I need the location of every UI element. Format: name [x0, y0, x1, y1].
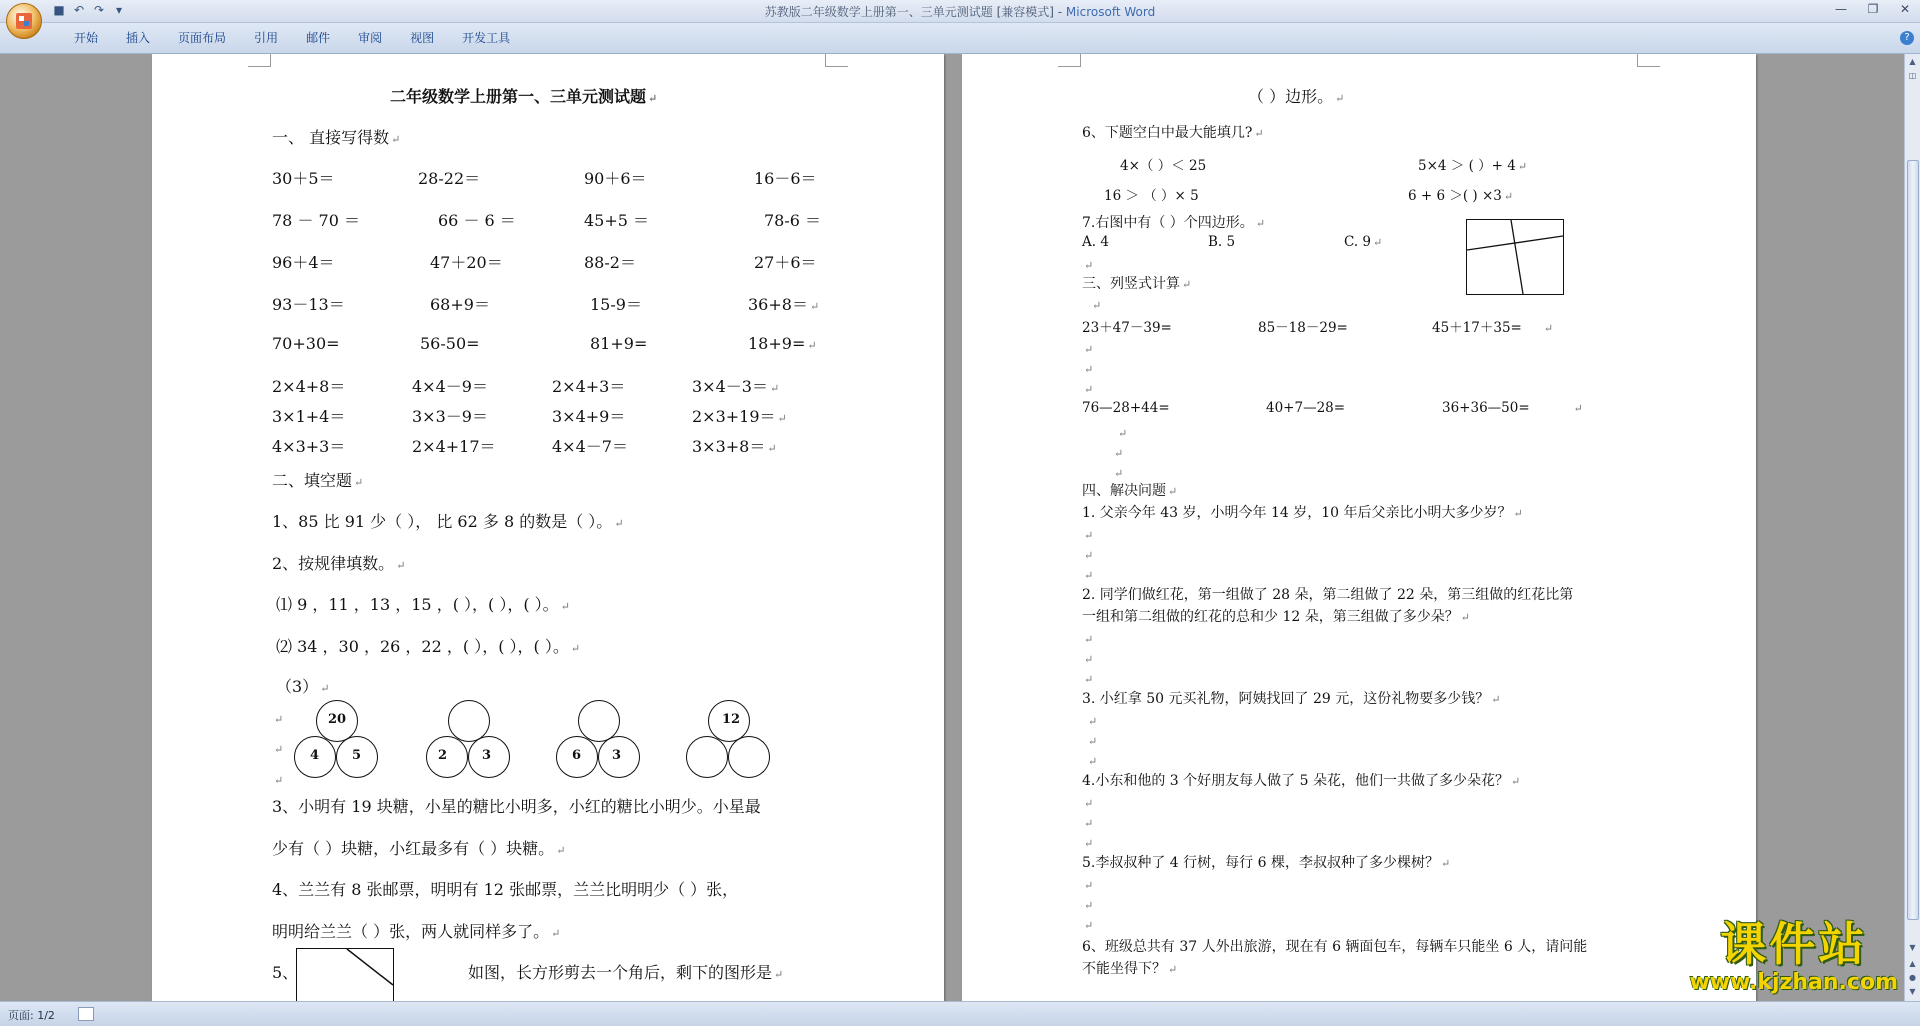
para-mark: ↵ — [1088, 735, 1098, 748]
office-logo-icon — [16, 13, 32, 29]
math-item: 30＋5＝ — [272, 169, 335, 188]
scroll-up-icon[interactable]: ▲ — [1909, 57, 1916, 66]
circle-number: 3 — [612, 748, 622, 763]
question-4-line-2: 明明给兰兰（ ）张，两人就同样多了。 ↵ — [272, 922, 561, 941]
math-item: 16－6＝ — [754, 169, 817, 188]
math-item: 4×4－9＝ — [412, 377, 488, 396]
ruler-toggle-icon[interactable]: ◫ — [1908, 71, 1917, 80]
math-item: 3×4－3＝ ↵ — [692, 377, 780, 396]
tab-review[interactable]: 审阅 — [358, 31, 383, 45]
math-item: 2×4+8＝ — [272, 377, 346, 396]
document-page-2 — [962, 54, 1756, 1001]
undo-icon[interactable]: ↶ — [73, 3, 85, 17]
calc-item: 36+36—50= ↵ — [1442, 400, 1583, 416]
para-mark: ↵ — [274, 774, 284, 787]
para-mark: ↵ — [1084, 899, 1094, 912]
question-2b: ⑵ 34 ，30 ，26 ，22 ，( ），( ），( ）。 ↵ — [276, 637, 581, 656]
math-item: 96＋4＝ — [272, 253, 335, 272]
para-mark: ↵ — [1084, 919, 1094, 932]
para-mark: ↵ — [1088, 755, 1098, 768]
question-6: 6、下题空白中最大能填几? ↵ — [1082, 125, 1264, 141]
problem-2-line-1: 2. 同学们做红花，第一组做了 28 朵，第二组做了 22 朵，第三组做的红花比第 — [1082, 587, 1574, 603]
document-page-1 — [152, 54, 944, 1001]
tab-page-layout[interactable]: 页面布局 — [178, 31, 227, 45]
tab-view[interactable]: 视图 — [410, 31, 435, 45]
math-item: 66 － 6 ＝ — [438, 211, 516, 230]
calc-item: 76—28+44= — [1082, 400, 1170, 416]
option-b: B. 5 — [1208, 234, 1236, 250]
math-item: 4×4－7＝ — [552, 437, 628, 456]
math-item: 90＋6＝ — [584, 169, 647, 188]
vertical-scrollbar[interactable] — [1904, 54, 1920, 1001]
problem-2-line-2: 一组和第二组做的红花的总和少 12 朵，第三组做了多少朵？ ↵ — [1082, 609, 1470, 625]
select-browse-object-icon[interactable]: ● — [1909, 973, 1916, 982]
question-2: 2、按规律填数。 ↵ — [272, 554, 406, 573]
math-item: 18+9= ↵ — [748, 334, 817, 353]
circle-number: 2 — [438, 748, 448, 763]
para-mark: ↵ — [1084, 653, 1094, 666]
page-title: 二年级数学上册第一、三单元测试题 ↵ — [390, 87, 658, 106]
math-item: 47＋20＝ — [430, 253, 503, 272]
minimize-icon[interactable]: — — [1835, 2, 1847, 16]
section-heading: 一、 直接写得数 ↵ — [272, 128, 401, 147]
para-mark: ↵ — [1084, 797, 1094, 810]
calc-item: 85－18－29= — [1258, 320, 1348, 336]
question-3-line-1: 3、小明有 19 块糖，小星的糖比小明多，小红的糖比小明少。小星最 — [272, 797, 761, 816]
circle-number: 4 — [310, 748, 320, 763]
watermark-url: www.kjzhan.com — [1689, 970, 1898, 995]
tab-developer[interactable]: 开发工具 — [462, 31, 511, 45]
proofing-status-icon[interactable] — [78, 1007, 94, 1021]
office-button[interactable] — [6, 3, 42, 39]
para-mark: ↵ — [1084, 529, 1094, 542]
previous-page-icon[interactable]: ▲ — [1909, 959, 1916, 968]
math-item: 78-6 ＝ — [764, 211, 822, 230]
para-mark: ↵ — [1084, 569, 1094, 582]
margin-corner — [825, 54, 848, 67]
quadrilateral-figure — [1466, 219, 1564, 295]
para-mark: ↵ — [1084, 817, 1094, 830]
window-title: 苏教版二年级数学上册第一、三单元测试题 [兼容模式] - Microsoft Word — [764, 5, 1156, 19]
option-a: A. 4 — [1082, 234, 1109, 250]
question-6b: 5×4 ＞ ( ）+ 4 ↵ — [1418, 158, 1528, 174]
calc-item: 23＋47－39= — [1082, 320, 1172, 336]
para-mark: ↵ — [1084, 879, 1094, 892]
para-mark: ↵ — [1088, 715, 1098, 728]
problem-4: 4.小东和他的 3 个好朋友每人做了 5 朵花，他们一共做了多少朵花？ ↵ — [1082, 773, 1521, 789]
para-mark: ↵ — [1084, 363, 1094, 376]
ribbon — [0, 23, 1920, 54]
para-mark: ↵ — [1114, 467, 1124, 480]
question-2a: ⑴ 9 ，11 ，13 ，15 ，( ），( ），( ）。 ↵ — [276, 595, 570, 614]
question-5: 如图，长方形剪去一个角后，剩下的图形是 ↵ — [468, 963, 784, 982]
page-indicator[interactable]: 页面: 1/2 — [8, 1009, 55, 1022]
margin-corner — [248, 54, 271, 67]
question-6a: 4×（ ）＜ 25 — [1120, 158, 1207, 174]
section-heading: 三、列竖式计算 ↵ — [1082, 276, 1192, 292]
para-mark: ↵ — [274, 713, 284, 726]
math-item: 56-50= — [420, 334, 480, 353]
continued-line: （ ）边形。 ↵ — [1248, 87, 1345, 106]
customize-qat-icon[interactable]: ▾ — [115, 3, 123, 17]
tab-home[interactable]: 开始 — [74, 31, 99, 45]
math-item: 2×4+17＝ — [412, 437, 496, 456]
problem-5: 5.李叔叔种了 4 行树，每行 6 棵，李叔叔种了多少棵树？ ↵ — [1082, 855, 1451, 871]
question-6c: 16 ＞ （ ）× 5 — [1104, 188, 1199, 204]
para-mark: ↵ — [274, 743, 284, 756]
question-4-line-1: 4、兰兰有 8 张邮票，明明有 12 张邮票，兰兰比明明少（ ）张， — [272, 880, 739, 899]
question-5-number: 5、 — [272, 963, 299, 982]
status-bar — [0, 1001, 1920, 1026]
section-heading: 二、填空题 ↵ — [272, 471, 364, 490]
right-circle — [728, 736, 770, 778]
math-item: 2×4+3＝ — [552, 377, 626, 396]
math-item: 3×3+8＝ ↵ — [692, 437, 777, 456]
circle-number: 5 — [352, 748, 362, 763]
tab-mailings[interactable]: 邮件 — [306, 31, 331, 45]
para-mark: ↵ — [1118, 427, 1128, 440]
problem-6-line-1: 6、班级总共有 37 人外出旅游，现在有 6 辆面包车，每辆车只能坐 6 人，请问能 — [1082, 939, 1588, 955]
math-item: 78 － 70 ＝ — [272, 211, 360, 230]
para-mark: ↵ — [1114, 447, 1124, 460]
problem-6-line-2: 不能坐得下？ ↵ — [1082, 961, 1178, 977]
math-item: 88-2＝ — [584, 253, 636, 272]
cut-rectangle-figure — [296, 948, 394, 1001]
next-page-icon[interactable]: ▼ — [1909, 987, 1916, 996]
math-item: 2×3+19＝ ↵ — [692, 407, 787, 426]
option-c: C. 9 ↵ — [1344, 234, 1383, 250]
para-mark: ↵ — [1084, 383, 1094, 396]
close-icon[interactable]: ✕ — [1899, 2, 1911, 16]
watermark-chinese: 课件站 — [1720, 917, 1868, 971]
window-controls — [1832, 2, 1914, 16]
circle-number: 6 — [572, 748, 582, 763]
title-bar — [0, 0, 1920, 23]
math-item: 28-22＝ — [418, 169, 481, 188]
math-item: 3×3－9＝ — [412, 407, 488, 426]
para-mark: ↵ — [1084, 259, 1094, 272]
problem-1: 1. 父亲今年 43 岁，小明今年 14 岁，10 年后父亲比小明大多少岁？ ↵ — [1082, 505, 1523, 521]
circle-number: 20 — [328, 712, 347, 727]
para-mark: ↵ — [1084, 343, 1094, 356]
redo-icon[interactable]: ↷ — [93, 3, 105, 17]
problem-3: 3. 小红拿 50 元买礼物，阿姨找回了 29 元，这份礼物要多少钱？ ↵ — [1082, 691, 1501, 707]
math-item: 15-9＝ — [590, 295, 642, 314]
math-item: 36+8＝ ↵ — [748, 295, 820, 314]
circle-number: 3 — [482, 748, 492, 763]
math-item: 3×1+4＝ — [272, 407, 346, 426]
para-mark: ↵ — [1084, 633, 1094, 646]
para-mark: ↵ — [1084, 837, 1094, 850]
math-item: 27＋6＝ — [754, 253, 817, 272]
math-item: 3×4+9＝ — [552, 407, 626, 426]
math-item: 70+30= — [272, 334, 340, 353]
section-heading: 四、解决问题 ↵ — [1082, 483, 1178, 499]
math-item: 4×3+3＝ — [272, 437, 346, 456]
math-item: 45+5 ＝ — [584, 211, 650, 230]
question-3-line-2: 少有（ ）块糖，小红最多有（ ）块糖。 ↵ — [272, 839, 566, 858]
scroll-down-icon[interactable]: ▼ — [1909, 943, 1916, 952]
circle-number: 12 — [722, 712, 741, 727]
math-item: 68+9＝ — [430, 295, 490, 314]
restore-icon[interactable]: ❐ — [1867, 2, 1879, 16]
question-1: 1、85 比 91 少（ ）， 比 62 多 8 的数是（ ）。 ↵ — [272, 512, 624, 531]
tab-insert[interactable]: 插入 — [126, 31, 151, 45]
question-2c: （3） ↵ — [276, 677, 330, 696]
para-mark: ↵ — [1092, 299, 1102, 312]
scroll-thumb[interactable] — [1907, 160, 1919, 920]
save-icon[interactable]: ■ — [53, 3, 65, 17]
para-mark: ↵ — [1084, 673, 1094, 686]
help-icon[interactable]: ? — [1900, 31, 1914, 45]
ribbon-tabs — [60, 30, 524, 46]
math-item: 93－13＝ — [272, 295, 345, 314]
margin-corner — [1058, 54, 1081, 67]
cut-line — [297, 949, 393, 1001]
calc-item: 40+7—28= — [1266, 400, 1346, 416]
math-item: 81+9= — [590, 334, 648, 353]
calc-item: 45＋17＋35= ↵ — [1432, 320, 1554, 336]
figure-lines — [1467, 220, 1563, 294]
para-mark: ↵ — [1084, 549, 1094, 562]
question-6d: 6 + 6 ＞( ) ×3 ↵ — [1408, 188, 1514, 204]
left-circle — [686, 736, 728, 778]
kjzhan-watermark-logo — [1689, 908, 1898, 995]
tab-references[interactable]: 引用 — [254, 31, 279, 45]
margin-corner — [1637, 54, 1660, 67]
question-7: 7.右图中有（ ）个四边形。 ↵ — [1082, 215, 1266, 231]
